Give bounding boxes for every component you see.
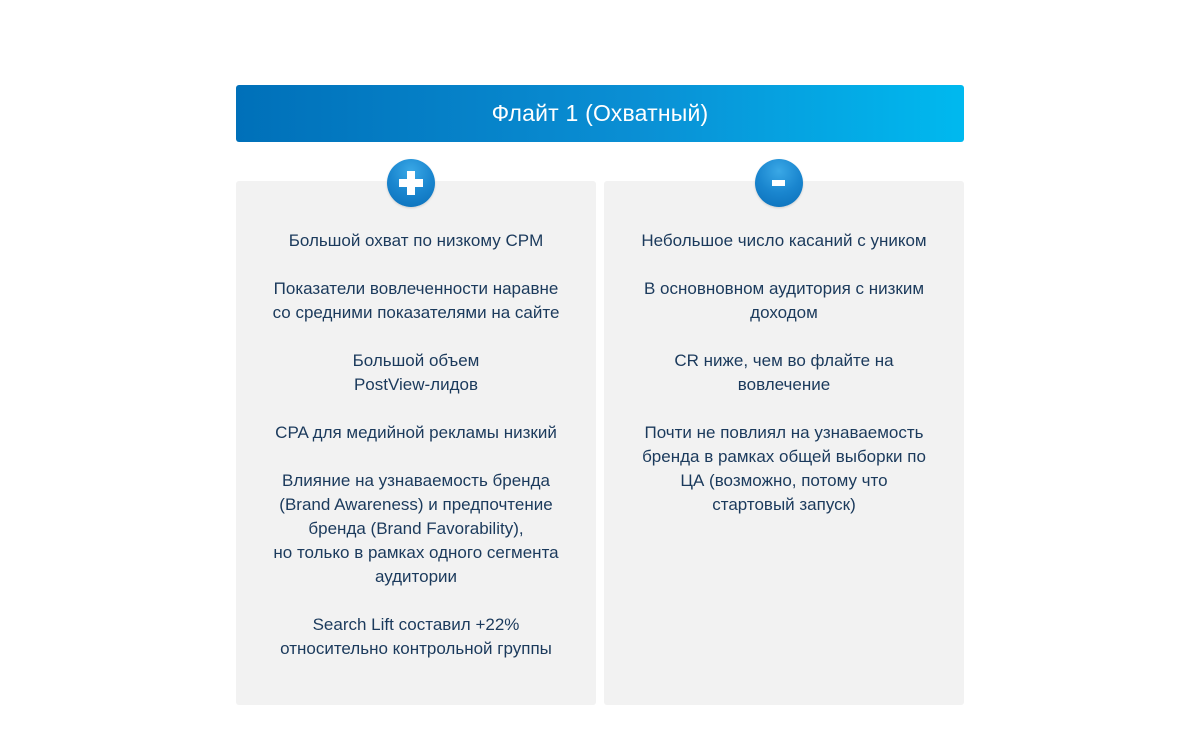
- flight-title: Флайт 1 (Охватный): [491, 100, 709, 126]
- pros-item: Показатели вовлеченности наравне со средними показателями на сайте: [272, 279, 560, 322]
- plus-icon-vertical-bar: [407, 171, 415, 195]
- cons-item: Почти не повлиял на узнаваемость бренда в рамках общей выборки по ЦА (возможно, потому что стартовый запуск): [642, 423, 926, 514]
- cons-panel: [604, 181, 964, 705]
- minus-icon: [755, 159, 803, 207]
- pros-panel: [236, 181, 596, 705]
- cons-item: Небольшое число касаний с уником: [641, 231, 927, 250]
- cons-item: CR ниже, чем во флайте на вовлечение: [674, 351, 894, 394]
- cons-list: [604, 229, 964, 541]
- minus-icon-bar: [772, 180, 785, 186]
- pros-item: Влияние на узнаваемость бренда (Brand Awareness) и предпочтение бренда (Brand Favorability), но только в рамках одного сегмента аудитории: [273, 471, 559, 586]
- pros-item: Большой охват по низкому CPM: [288, 231, 544, 250]
- pros-item: Search Lift составил +22% относительно контрольной группы: [280, 615, 552, 658]
- pros-item: Большой объем PostView-лидов: [352, 351, 480, 394]
- pros-item: CPA для медийной рекламы низкий: [275, 423, 557, 442]
- flight-header: [236, 85, 964, 142]
- plus-icon: [387, 159, 435, 207]
- cons-item: В основновном аудитория с низким доходом: [643, 279, 925, 322]
- pros-list: [236, 229, 596, 685]
